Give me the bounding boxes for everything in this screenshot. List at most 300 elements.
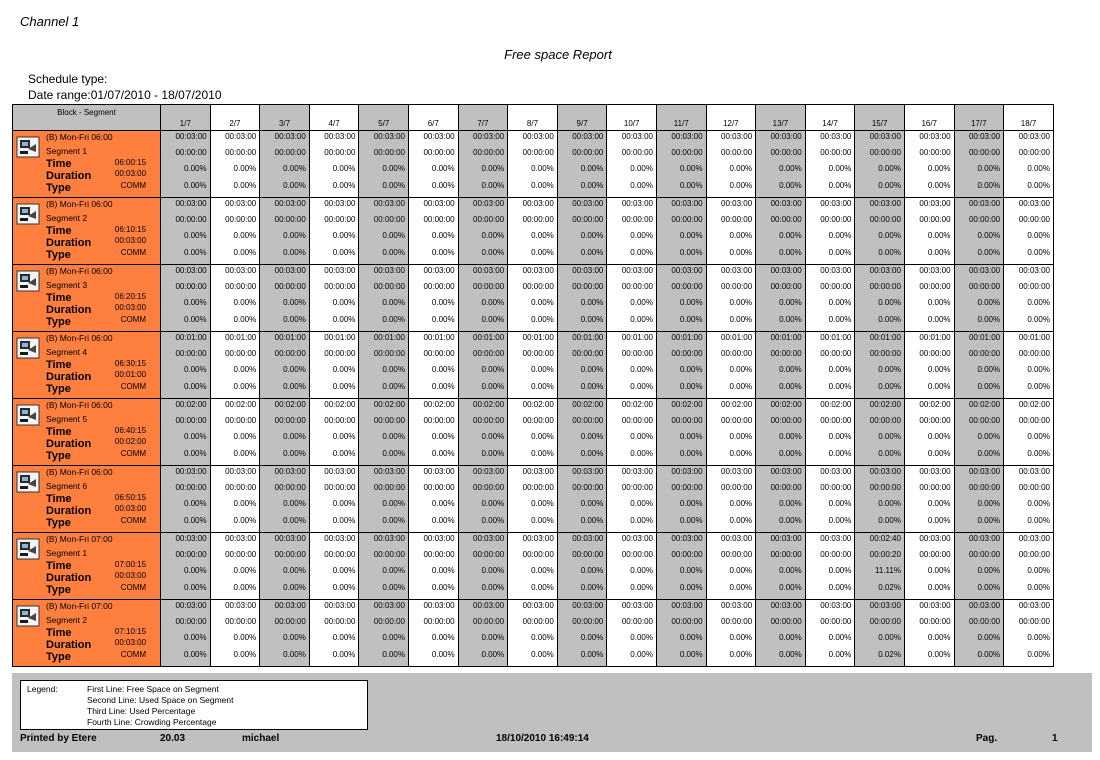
used-space: 00:00:00 — [324, 348, 356, 358]
segment-time: 06:40:15 — [114, 426, 147, 435]
used-percentage: 0.00% — [630, 365, 653, 374]
used-space: 00:00:00 — [522, 482, 554, 492]
block-segment-cell[interactable] — [13, 399, 161, 466]
day-cell — [210, 332, 260, 399]
free-space: 00:03:00 — [423, 266, 455, 275]
date-header: 14/7 — [805, 105, 855, 131]
used-space: 00:00:00 — [968, 549, 1001, 559]
segment-time: 06:10:15 — [114, 225, 147, 234]
used-space: 00:00:00 — [473, 214, 505, 224]
used-space: 00:00:00 — [621, 214, 653, 224]
used-percentage: 0.00% — [481, 365, 505, 374]
crowding-percentage: 0.00% — [183, 649, 207, 659]
used-space: 00:00:00 — [225, 549, 257, 559]
used-space: 00:00:00 — [820, 549, 852, 559]
block-segment-cell[interactable] — [13, 466, 161, 533]
print-timestamp: 18/10/2010 16:49:14 — [496, 733, 589, 744]
segment-type: COMM — [120, 583, 147, 592]
block-segment-cell[interactable] — [13, 131, 161, 198]
used-space: 00:00:00 — [919, 415, 951, 425]
used-space: 00:00:00 — [820, 281, 852, 291]
used-percentage: 0.00% — [977, 231, 1001, 240]
used-percentage: 0.00% — [878, 633, 901, 642]
day-cell — [260, 533, 310, 600]
day-cell — [557, 131, 607, 198]
duration-label: Duration — [46, 505, 92, 517]
day-cell — [458, 198, 508, 265]
crowding-percentage: 0.00% — [729, 381, 753, 391]
type-label: Type — [46, 584, 71, 596]
day-cell — [557, 399, 607, 466]
used-space: 00:00:00 — [671, 549, 703, 559]
used-percentage: 0.00% — [233, 566, 257, 575]
block-segment-cell[interactable] — [13, 265, 161, 332]
segment-time: 06:30:15 — [114, 359, 147, 368]
used-percentage: 0.00% — [382, 365, 405, 374]
day-cell — [508, 466, 558, 533]
free-space: 00:03:00 — [721, 266, 753, 275]
crowding-percentage: 0.00% — [779, 649, 802, 659]
crowding-percentage: 0.00% — [828, 381, 852, 391]
free-space: 00:02:00 — [1018, 400, 1050, 409]
crowding-percentage: 0.00% — [382, 247, 405, 257]
free-space: 00:02:00 — [770, 400, 802, 409]
time-label: Time — [46, 493, 72, 505]
used-percentage: 0.00% — [977, 365, 1001, 374]
day-cell — [161, 466, 211, 533]
day-cell — [260, 399, 310, 466]
crowding-percentage: 0.00% — [431, 649, 455, 659]
used-space: 00:00:00 — [820, 482, 852, 492]
version: 20.03 — [160, 733, 186, 744]
free-space: 00:03:00 — [770, 467, 802, 476]
free-space: 00:03:00 — [473, 467, 505, 476]
day-cell — [1004, 399, 1054, 466]
used-percentage: 0.00% — [977, 566, 1001, 575]
free-space: 00:02:00 — [522, 400, 554, 409]
segment-name: Segment 5 — [46, 414, 88, 424]
free-space: 00:03:00 — [473, 601, 505, 610]
commercial-block-icon — [16, 471, 40, 493]
day-cell — [557, 265, 607, 332]
used-space: 00:00:00 — [373, 549, 405, 559]
free-space: 00:03:00 — [473, 199, 505, 208]
day-cell — [904, 198, 954, 265]
table-row — [13, 131, 1054, 198]
used-percentage: 0.00% — [233, 432, 257, 441]
free-space: 00:03:00 — [572, 132, 604, 141]
free-space: 00:03:00 — [225, 601, 257, 610]
used-space: 00:00:00 — [621, 348, 653, 358]
used-space: 00:00:00 — [473, 348, 505, 358]
type-label: Type — [46, 316, 71, 328]
day-cell — [706, 533, 756, 600]
used-space: 00:00:00 — [522, 214, 554, 224]
crowding-percentage: 0.00% — [431, 448, 455, 458]
used-percentage: 0.00% — [679, 298, 703, 307]
used-space: 00:00:00 — [373, 348, 405, 358]
day-cell — [359, 399, 409, 466]
free-space: 00:02:00 — [225, 400, 257, 409]
crowding-percentage: 0.00% — [1027, 649, 1050, 659]
legend-line: Second Line: Used Space on Segment — [87, 695, 234, 705]
crowding-percentage: 0.00% — [729, 448, 753, 458]
segment-name: Segment 4 — [46, 347, 88, 357]
day-cell — [309, 533, 359, 600]
free-space: 00:03:00 — [572, 601, 604, 610]
used-space: 00:00:00 — [869, 348, 901, 358]
free-space: 00:03:00 — [621, 467, 653, 476]
used-percentage: 0.00% — [183, 566, 207, 575]
table-row — [13, 198, 1054, 265]
crowding-percentage: 0.02% — [878, 582, 901, 592]
day-cell — [557, 466, 607, 533]
crowding-percentage: 0.00% — [630, 381, 653, 391]
crowding-percentage: 0.02% — [878, 649, 901, 659]
used-space: 00:00:00 — [423, 214, 455, 224]
used-percentage: 0.00% — [927, 365, 951, 374]
day-cell — [458, 332, 508, 399]
free-space: 00:03:00 — [373, 132, 405, 141]
day-cell — [954, 198, 1004, 265]
free-space: 00:01:00 — [621, 333, 653, 342]
crowding-percentage: 0.00% — [729, 649, 753, 659]
crowding-percentage: 0.00% — [382, 180, 405, 190]
crowding-percentage: 0.00% — [878, 180, 901, 190]
legend-title: Legend: — [27, 684, 58, 694]
used-percentage: 0.00% — [679, 499, 703, 508]
day-cell — [954, 600, 1004, 667]
free-space: 00:03:00 — [175, 199, 207, 208]
used-space: 00:00:00 — [572, 482, 604, 492]
free-space: 00:01:00 — [175, 333, 207, 342]
used-percentage: 0.00% — [878, 298, 901, 307]
free-space: 00:03:00 — [671, 266, 703, 275]
free-space: 00:03:00 — [1018, 132, 1050, 141]
used-space: 00:00:00 — [1018, 348, 1050, 358]
used-percentage: 0.00% — [679, 633, 703, 642]
used-space: 00:00:00 — [770, 549, 802, 559]
free-space: 00:03:00 — [324, 534, 356, 543]
used-space: 00:00:00 — [175, 348, 207, 358]
table-row — [13, 265, 1054, 332]
date-header: 11/7 — [656, 105, 706, 131]
used-percentage: 0.00% — [382, 298, 405, 307]
free-space: 00:02:00 — [820, 400, 852, 409]
day-cell — [409, 131, 459, 198]
free-space: 00:03:00 — [721, 199, 753, 208]
date-header: 8/7 — [508, 105, 558, 131]
used-percentage: 0.00% — [878, 164, 901, 173]
used-percentage: 0.00% — [1027, 566, 1050, 575]
free-space: 00:03:00 — [175, 266, 207, 275]
free-space: 00:01:00 — [721, 333, 753, 342]
day-cell — [458, 533, 508, 600]
used-space: 00:00:00 — [175, 482, 207, 492]
day-cell — [508, 399, 558, 466]
crowding-percentage: 0.00% — [630, 515, 653, 525]
crowding-percentage: 0.00% — [927, 448, 951, 458]
used-space: 00:00:00 — [423, 482, 455, 492]
crowding-percentage: 0.00% — [283, 314, 306, 324]
free-space: 00:01:00 — [373, 333, 405, 342]
day-cell — [607, 466, 657, 533]
day-cell — [904, 131, 954, 198]
used-space: 00:00:00 — [919, 549, 951, 559]
free-space: 00:03:00 — [572, 467, 604, 476]
used-space: 00:00:00 — [274, 147, 306, 157]
crowding-percentage: 0.00% — [382, 515, 405, 525]
free-space: 00:03:00 — [324, 266, 356, 275]
used-space: 00:00:20 — [869, 549, 901, 559]
day-cell — [607, 265, 657, 332]
free-space: 00:01:00 — [968, 333, 1001, 342]
day-cell — [409, 332, 459, 399]
free-space: 00:03:00 — [423, 132, 455, 141]
used-space: 00:00:00 — [373, 214, 405, 224]
date-header: 7/7 — [458, 105, 508, 131]
crowding-percentage: 0.00% — [481, 247, 505, 257]
free-space: 00:03:00 — [373, 467, 405, 476]
used-space: 00:00:00 — [522, 281, 554, 291]
used-percentage: 0.00% — [531, 164, 554, 173]
used-percentage: 0.00% — [431, 231, 455, 240]
free-space: 00:03:00 — [175, 132, 207, 141]
crowding-percentage: 0.00% — [1027, 180, 1050, 190]
used-space: 00:00:00 — [770, 348, 802, 358]
used-space: 00:00:00 — [522, 616, 554, 626]
crowding-percentage: 0.00% — [828, 582, 852, 592]
used-percentage: 0.00% — [183, 432, 207, 441]
free-space: 00:02:00 — [869, 400, 901, 409]
crowding-percentage: 0.00% — [878, 515, 901, 525]
used-percentage: 0.00% — [828, 499, 852, 508]
segment-name: Segment 6 — [46, 481, 88, 491]
used-space: 00:00:00 — [621, 549, 653, 559]
free-space: 00:03:00 — [522, 266, 554, 275]
used-space: 00:00:00 — [721, 147, 753, 157]
crowding-percentage: 0.00% — [183, 448, 207, 458]
free-space: 00:01:00 — [820, 333, 852, 342]
used-percentage: 0.00% — [580, 164, 604, 173]
used-space: 00:00:00 — [423, 348, 455, 358]
used-space: 00:00:00 — [274, 616, 306, 626]
used-space: 00:00:00 — [522, 348, 554, 358]
day-cell — [309, 131, 359, 198]
used-percentage: 0.00% — [580, 231, 604, 240]
free-space: 00:03:00 — [770, 534, 802, 543]
crowding-percentage: 0.00% — [679, 247, 703, 257]
used-percentage: 0.00% — [332, 231, 356, 240]
used-space: 00:00:00 — [175, 147, 207, 157]
free-space: 00:03:00 — [274, 199, 306, 208]
segment-name: Segment 2 — [46, 615, 88, 625]
used-percentage: 0.00% — [779, 499, 802, 508]
used-percentage: 0.00% — [729, 499, 753, 508]
block-name: (B) Mon-Fri 06:00 — [46, 467, 113, 477]
day-cell — [706, 265, 756, 332]
day-cell — [855, 600, 905, 667]
used-space: 00:00:00 — [671, 482, 703, 492]
segment-duration: 00:01:00 — [114, 370, 147, 379]
free-space: 00:03:00 — [373, 199, 405, 208]
block-segment-cell[interactable] — [13, 533, 161, 600]
segment-time: 07:10:15 — [114, 627, 147, 636]
used-percentage: 0.00% — [779, 365, 802, 374]
used-space: 00:00:00 — [225, 348, 257, 358]
used-percentage: 0.00% — [531, 499, 554, 508]
crowding-percentage: 0.00% — [332, 515, 356, 525]
used-space: 00:00:00 — [423, 147, 455, 157]
commercial-block-icon — [16, 404, 40, 426]
free-space: 00:02:40 — [869, 534, 901, 543]
date-header: 12/7 — [706, 105, 756, 131]
used-percentage: 0.00% — [779, 633, 802, 642]
day-cell — [805, 131, 855, 198]
crowding-percentage: 0.00% — [1027, 582, 1050, 592]
crowding-percentage: 0.00% — [779, 448, 802, 458]
day-cell — [656, 466, 706, 533]
used-percentage: 0.00% — [630, 164, 653, 173]
used-percentage: 0.00% — [828, 298, 852, 307]
block-segment-header: Block - Segment — [13, 105, 161, 131]
crowding-percentage: 0.00% — [927, 381, 951, 391]
used-percentage: 0.00% — [481, 164, 505, 173]
crowding-percentage: 0.00% — [729, 515, 753, 525]
used-space: 00:00:00 — [820, 214, 852, 224]
free-space: 00:03:00 — [324, 132, 356, 141]
used-percentage: 0.00% — [580, 365, 604, 374]
crowding-percentage: 0.00% — [233, 381, 257, 391]
used-percentage: 0.00% — [332, 164, 356, 173]
date-header: 16/7 — [904, 105, 954, 131]
used-percentage: 0.00% — [431, 566, 455, 575]
used-percentage: 0.00% — [531, 365, 554, 374]
day-cell — [805, 399, 855, 466]
crowding-percentage: 0.00% — [729, 180, 753, 190]
day-cell — [359, 198, 409, 265]
used-space: 00:00:00 — [1018, 549, 1050, 559]
date-range: Date range:01/07/2010 - 18/07/2010 — [28, 88, 222, 102]
day-cell — [805, 265, 855, 332]
free-space: 00:03:00 — [175, 534, 207, 543]
used-percentage: 0.00% — [630, 499, 653, 508]
used-percentage: 0.00% — [481, 298, 505, 307]
used-space: 00:00:00 — [274, 348, 306, 358]
type-label: Type — [46, 383, 71, 395]
day-cell — [855, 332, 905, 399]
crowding-percentage: 0.00% — [283, 381, 306, 391]
free-space: 00:03:00 — [820, 266, 852, 275]
free-space: 00:03:00 — [522, 132, 554, 141]
used-percentage: 0.00% — [1027, 298, 1050, 307]
crowding-percentage: 0.00% — [828, 448, 852, 458]
used-space: 00:00:00 — [373, 616, 405, 626]
used-space: 00:00:00 — [671, 147, 703, 157]
used-percentage: 0.00% — [977, 432, 1001, 441]
day-cell — [458, 265, 508, 332]
segment-duration: 00:03:00 — [114, 303, 147, 312]
day-cell — [855, 399, 905, 466]
crowding-percentage: 0.00% — [630, 582, 653, 592]
used-space: 00:00:00 — [671, 281, 703, 291]
segment-type: COMM — [120, 181, 147, 190]
crowding-percentage: 0.00% — [531, 381, 554, 391]
used-percentage: 0.00% — [977, 499, 1001, 508]
day-cell — [210, 265, 260, 332]
crowding-percentage: 0.00% — [779, 247, 802, 257]
day-cell — [161, 533, 211, 600]
commercial-block-icon — [16, 136, 40, 158]
day-cell — [656, 265, 706, 332]
crowding-percentage: 0.00% — [283, 582, 306, 592]
free-space: 00:03:00 — [373, 266, 405, 275]
free-space: 00:03:00 — [721, 132, 753, 141]
day-cell — [210, 198, 260, 265]
block-segment-cell[interactable] — [13, 332, 161, 399]
used-percentage: 0.00% — [679, 231, 703, 240]
segment-type: COMM — [120, 315, 147, 324]
time-label: Time — [46, 292, 72, 304]
used-percentage: 0.00% — [679, 566, 703, 575]
free-space: 00:03:00 — [423, 534, 455, 543]
used-space: 00:00:00 — [919, 281, 951, 291]
used-space: 00:00:00 — [869, 482, 901, 492]
day-cell — [309, 332, 359, 399]
day-cell — [309, 466, 359, 533]
used-percentage: 0.00% — [729, 566, 753, 575]
used-percentage: 0.00% — [1027, 231, 1050, 240]
crowding-percentage: 0.00% — [779, 381, 802, 391]
legend-line: First Line: Free Space on Segment — [87, 684, 219, 694]
crowding-percentage: 0.00% — [283, 180, 306, 190]
used-percentage: 0.00% — [580, 432, 604, 441]
block-segment-cell[interactable] — [13, 600, 161, 667]
crowding-percentage: 0.00% — [828, 515, 852, 525]
day-cell — [260, 600, 310, 667]
segment-type: COMM — [120, 449, 147, 458]
used-percentage: 0.00% — [183, 298, 207, 307]
crowding-percentage: 0.00% — [233, 314, 257, 324]
free-space: 00:03:00 — [423, 601, 455, 610]
used-space: 00:00:00 — [274, 482, 306, 492]
time-label: Time — [46, 560, 72, 572]
used-space: 00:00:00 — [919, 214, 951, 224]
free-space: 00:02:00 — [919, 400, 951, 409]
used-percentage: 0.00% — [332, 432, 356, 441]
used-space: 00:00:00 — [968, 214, 1001, 224]
free-space: 00:03:00 — [968, 467, 1001, 476]
crowding-percentage: 0.00% — [233, 515, 257, 525]
crowding-percentage: 0.00% — [630, 448, 653, 458]
free-space: 00:03:00 — [572, 534, 604, 543]
used-percentage: 0.00% — [332, 633, 356, 642]
used-percentage: 0.00% — [828, 432, 852, 441]
crowding-percentage: 0.00% — [531, 515, 554, 525]
block-segment-cell[interactable] — [13, 198, 161, 265]
crowding-percentage: 0.00% — [332, 448, 356, 458]
page-number: 1 — [1052, 733, 1058, 744]
day-cell — [409, 399, 459, 466]
day-cell — [458, 600, 508, 667]
used-percentage: 0.00% — [233, 298, 257, 307]
crowding-percentage: 0.00% — [828, 247, 852, 257]
used-percentage: 0.00% — [828, 365, 852, 374]
commercial-block-icon — [16, 538, 40, 560]
free-space: 00:03:00 — [919, 266, 951, 275]
used-percentage: 0.00% — [580, 298, 604, 307]
legend-box — [20, 680, 368, 730]
